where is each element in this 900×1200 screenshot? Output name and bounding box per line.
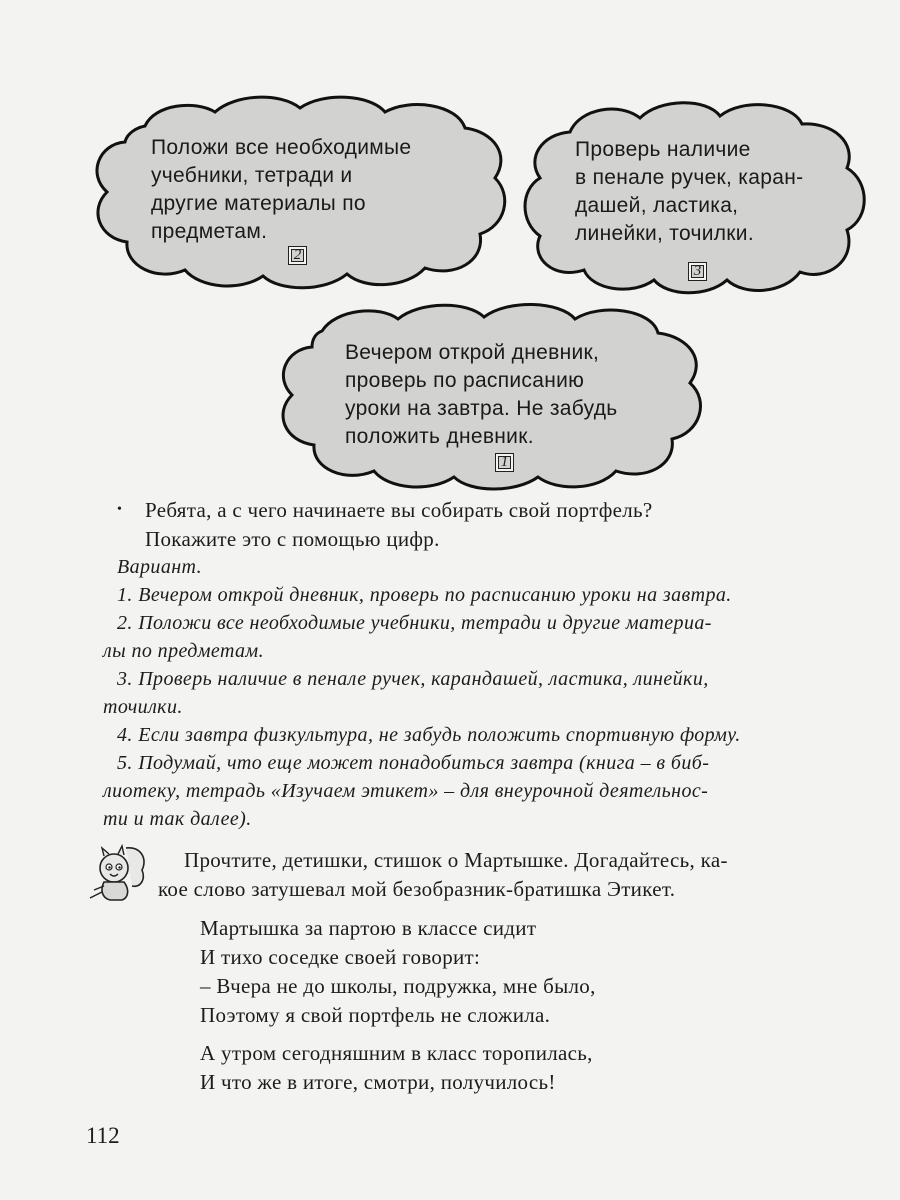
- variant-line: 3. Проверь наличие в пенале ручек, карандашей, ластика, линейки,: [117, 668, 709, 690]
- poem-line: Поэтому я свой портфель не сложила.: [200, 1003, 551, 1027]
- poem-stanza-1: [200, 914, 596, 1030]
- squirrel-mascot-icon: [86, 842, 150, 906]
- cloud-center-line: проверь по расписанию: [345, 369, 585, 392]
- cloud-right: [522, 90, 874, 302]
- variant-line: лиотеку, тетрадь «Изучаем этикет» – для внеурочной деятельнос-: [103, 780, 709, 802]
- question-line: Ребята, а с чего начинаете вы собирать свой портфель?: [145, 498, 653, 522]
- task-line: Прочтите, детишки, стишок о Мартышке. Догадайтесь, ка-: [184, 848, 728, 872]
- cloud-left-line: предметам.: [151, 220, 268, 243]
- cloud-center-line: уроки на завтра. Не забудь: [345, 397, 618, 420]
- variant-line: точилки.: [103, 696, 183, 718]
- variant-heading: Вариант.: [117, 556, 203, 578]
- cloud-right-line: линейки, точилки.: [575, 222, 754, 245]
- cloud-right-line: Проверь наличие: [575, 138, 751, 161]
- variant-line: 2. Положи все необходимые учебники, тетради и другие материа-: [117, 612, 712, 634]
- cloud-left-line: учебники, тетради и: [151, 164, 353, 187]
- cloud-center: [270, 293, 710, 493]
- poem-line: А утром сегодняшним в класс торопилась,: [200, 1041, 593, 1065]
- step-number-badge: 2: [288, 246, 307, 265]
- task-block: [158, 846, 878, 904]
- cloud-left-line: другие материалы по: [151, 192, 366, 215]
- poem-line: И тихо соседке своей говорит:: [200, 945, 481, 969]
- page-number: 112: [86, 1123, 120, 1148]
- variant-line: 4. Если завтра физкультура, не забудь положить спортивную форму.: [117, 724, 741, 746]
- step-number-badge: 1: [495, 453, 514, 472]
- poem-stanza-2: [200, 1039, 593, 1097]
- variant-line: ти и так далее).: [103, 808, 252, 830]
- cloud-center-line: положить дневник.: [345, 425, 534, 448]
- step-number-badge: 3: [688, 262, 707, 281]
- variant-line: лы по предметам.: [103, 640, 264, 662]
- poem-line: Мартышка за партою в классе сидит: [200, 916, 537, 940]
- poem-line: – Вчера не до школы, подружка, мне было,: [200, 974, 596, 998]
- task-line: кое слово затушевал мой безобразник-братишка Этикет.: [158, 877, 676, 901]
- variant-block: [103, 553, 887, 833]
- question-line: Покажите это с помощью цифр.: [145, 527, 440, 551]
- bullet-icon: •: [117, 502, 122, 517]
- question-block: [117, 496, 900, 554]
- cloud-left-line: Положи все необходимые: [151, 136, 412, 159]
- cloud-right-line: в пенале ручек, каран-: [575, 166, 804, 189]
- poem-line: И что же в итоге, смотри, получилось!: [200, 1070, 556, 1094]
- cloud-center-line: Вечером открой дневник,: [345, 341, 600, 364]
- variant-line: 1. Вечером открой дневник, проверь по расписанию уроки на завтра.: [117, 584, 732, 606]
- variant-line: 5. Подумай, что еще может понадобиться завтра (книга – в биб-: [117, 752, 710, 774]
- cloud-right-line: дашей, ластика,: [575, 194, 739, 217]
- cloud-left: [85, 86, 515, 296]
